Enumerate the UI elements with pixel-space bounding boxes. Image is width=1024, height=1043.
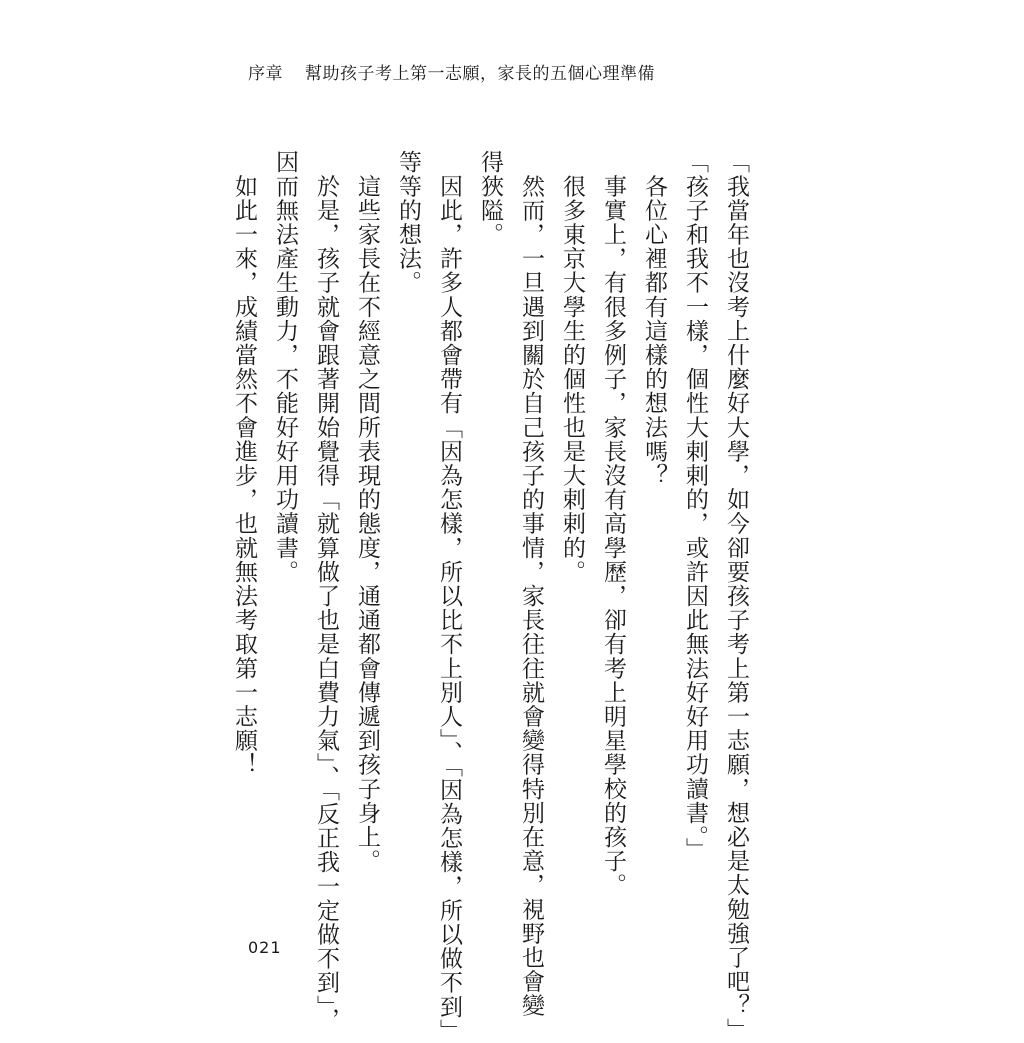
text-column: 「孩子和我不一樣，個性大剌剌的，或許因此無法好好用功讀書。」	[682, 150, 708, 862]
text-column: 各位心裡都有這樣的想法嗎？	[641, 150, 667, 488]
chapter-title: 幫助孩子考上第一志願，家長的五個心理準備	[305, 64, 655, 84]
text-column: 這些家長在不經意之間所表現的態度，通通都會傳遞到孩子身上。	[354, 150, 380, 873]
text-column: 於是，孩子就會跟著開始覺得「就算做了也是白費力氣」、「反正我一定做不到」，	[313, 150, 339, 1032]
text-column: 然而，一旦遇到關於自己孩子的事情，家長往往就會變得特別在意，視野也會變	[518, 150, 544, 1018]
text-column: 得狹隘。	[477, 150, 503, 247]
text-column: 等等的想法。	[395, 150, 421, 295]
text-column: 因此，許多人都會帶有「因為怎樣，所以比不上別人」、「因為怎樣，所以做不到」	[436, 150, 462, 1043]
page-number: 021	[248, 938, 282, 957]
text-column: 事實上，有很多例子，家長沒有高學歷，卻有考上明星學校的孩子。	[600, 150, 626, 898]
chapter-label: 序章	[248, 64, 283, 84]
text-column: 「我當年也沒考上什麼好大學，如今卻要孩子考上第一志願，想必是太勉強了吧？」	[723, 150, 749, 1042]
text-column: 如此一來，成績當然不會進步，也就無法考取第一志願！	[231, 150, 257, 777]
text-column: 很多東京大學生的個性也是大剌剌的。	[559, 150, 585, 584]
text-column: 因而無法產生動力，不能好好用功讀書。	[272, 150, 298, 584]
running-header	[248, 62, 655, 86]
